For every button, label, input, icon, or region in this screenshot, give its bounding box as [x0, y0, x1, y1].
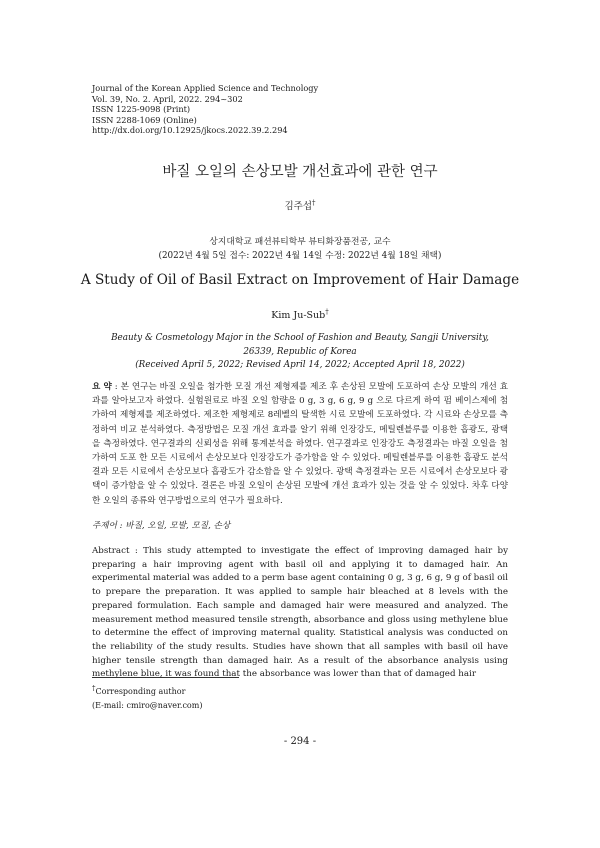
author-english-name: Kim Ju-Sub	[271, 310, 326, 321]
footnote-dagger: †	[92, 684, 96, 693]
footnote-corresponding	[92, 685, 202, 699]
doi-link[interactable]: http://dx.doi.org/10.12925/jkocs.2022.39.2.294	[92, 125, 288, 136]
issn-print: ISSN 1225-9098 (Print)	[92, 104, 191, 115]
author-korean-name: 김주섭	[284, 201, 313, 212]
dates-english: (Received April 5, 2022; Revised April 14, 2022; Accepted April 18, 2022)	[135, 360, 465, 371]
affiliation-english	[0, 332, 600, 373]
abstract-korean-text: 본 연구는 바질 오일을 첨가한 모질 개선 제형제를 제조 후 손상된 모발에 도포하여 손상 모발의 개선 효과를 알아보고자 하였다. 실험원료로 바질 오일 함량을 0 g, 3 g, 6 g, 9 g 으로 다르게 하여 펌 베이스제에 첨가하여 제형제를 제조하였다. 제조한 제형제로 8레벨의 탈색한 시료 모발에 도포하였다. 각 시료와 손상모를 측정하여 비교 분석하였다. 측정방법은 모질 개선 효과를 알기 위해 인장강도, 메틸렌블루를 이용한 흡광도, 광택을 측정하였다. 연구결과의 신뢰성을 위해 통계분석을 하였다. 연구결과로 인장강도 측정결과는 바질 오일을 첨가하여 도포 한 모든 시료에서 손상모보다 인장강도가 증가함을 알 수 있었다. 메틸렌블루를 이용한 흡광도 분석결과 모든 시료에서 손상모보다 흡광도가 감소함을 알 수 있었다. 광택 측정결과는 모든 시료에서 손상모보다 광택이 증가함을 알 수 있었다. 결론은 바질 오일이 손상된 모발에 개선 효과가 있는 것을 알 수 있었다. 차후 다양한 오일의 종류와 연구방법으로의 연구가 필요하다.	[92, 382, 508, 506]
title-english: A Study of Oil of Basil Extract on Improvement of Hair Damage	[80, 272, 520, 288]
affiliation-english-postal: 26339, Republic of Korea	[243, 346, 357, 357]
page-number: - 294 -	[283, 736, 317, 747]
author-english	[0, 307, 600, 321]
journal-name: Journal of the Korean Applied Science and Technology	[92, 83, 319, 93]
issn-online: ISSN 2288-1069 (Online)	[92, 114, 197, 125]
abstract-korean: 요 약 : 본 연구는 바질 오일을 첨가한 모질 개선 제형제를 제조 후 손상된 모발에 도포하여 손상 모발의 개선 효과를 알아보고자 하였다. 실험원료로 바질 오일 함량을 0 g, 3 g, 6 g, 9 g 으로 다르게 하여 펌 베이스제에 첨가하여 제형제를 제조하였다. 제조한 제형제로 8레벨의 탈색한 시료 모발에 도포하였다. 각 시료와 손상모를 측정하여 비교 분석하였다. 측정방법은 모질 개선 효과를 알기 위해 인장강도, 메틸렌블루를 이용한 흡광도, 광택을 측정하였다. 연구결과의 신뢰성을 위해 통계분석을 하였다. 연구결과로 인장강도 측정결과는 바질 오일을 첨가하여 도포 한 모든 시료에서 손상모보다 인장강도가 증가함을 알 수 있었다. 메틸렌블루를 이용한 흡광도 분석결과 모든 시료에서 손상모보다 흡광도가 감소함을 알 수 있었다. 광택 측정결과는 모든 시료에서 손상모보다 광택이 증가함을 알 수 있었다. 결론은 바질 오일이 손상된 모발에 개선 효과가 있는 것을 알 수 있었다. 차후 다양한 오일의 종류와 연구방법으로의 연구가 필요하다.	[92, 382, 508, 506]
abstract-english-text: This study attempted to investigate the effect of improving damaged hair by preparing a hair improving agent with basil oil and applying it to damaged hair. An experimental material was added to a perm base agent containing 0 g, 3 g, 6 g, 9 g of basil oil to prepare the preparation. It was applied to sample hair bleached at 8 levels with the prepared formulation. Each sample and damaged hair were measured and analyzed. The measurement method measured tensile strength, absorbance and gloss using methylene blue to determine the effect of improving maternal quality. Statistical analysis was conducted on the reliability of the study results. Studies have shown that all samples with basil oil have higher tensile strength than damaged hair. As a result of the absorbance analysis using methylene blue, it was found that the absorbance was lower than that of damaged hair	[92, 546, 508, 680]
keywords-korean: 주제어 : 바질, 오일, 모발, 모질, 손상	[92, 521, 231, 531]
dagger-mark-en: †	[325, 307, 329, 316]
abstract-english: Abstract : This study attempted to investigate the effect of improving damaged hair by preparing a hair improving agent with basil oil and applying it to damaged hair. An experimental material was added to a perm base agent containing 0 g, 3 g, 6 g, 9 g of basil oil to prepare the preparation. It was applied to sample hair bleached at 8 levels with the prepared formulation. Each sample and damaged hair were measured and analyzed. The measurement method measured tensile strength, absorbance and gloss using methylene blue to determine the effect of improving maternal quality. Statistical analysis was conducted on the reliability of the study results. Studies have shown that all samples with basil oil have higher tensile strength than damaged hair. As a result of the absorbance analysis using methylene blue, it was found that the absorbance was lower than that of damaged hair	[92, 546, 508, 680]
affiliation-korean	[0, 236, 600, 263]
abstract-english-label: Abstract	[92, 546, 130, 556]
footnote-rule	[92, 677, 239, 678]
affiliation-korean-line: 상지대학교 패션뷰티학부 뷰티화장품전공, 교수	[209, 237, 391, 247]
affiliation-english-line: Beauty & Cosmetology Major in the School of Fashion and Beauty, Sangji University,	[111, 333, 489, 343]
dagger-mark: †	[312, 198, 316, 207]
footnote-email: (E-mail: cmiro@naver.com)	[92, 700, 203, 710]
journal-meta	[92, 83, 318, 136]
dates-korean: (2022년 4월 5일 접수: 2022년 4월 14일 수정: 2022년 4월 18일 채택)	[158, 250, 442, 261]
footnote	[92, 685, 202, 712]
author-korean	[0, 198, 600, 212]
title-korean: 바질 오일의 손상모발 개선효과에 관한 연구	[162, 164, 438, 180]
journal-volume: Vol. 39, No. 2. April, 2022. 294~302	[92, 93, 243, 104]
abstract-korean-label: 요 약	[92, 382, 112, 392]
footnote-corresponding-text: Corresponding author	[95, 687, 186, 696]
